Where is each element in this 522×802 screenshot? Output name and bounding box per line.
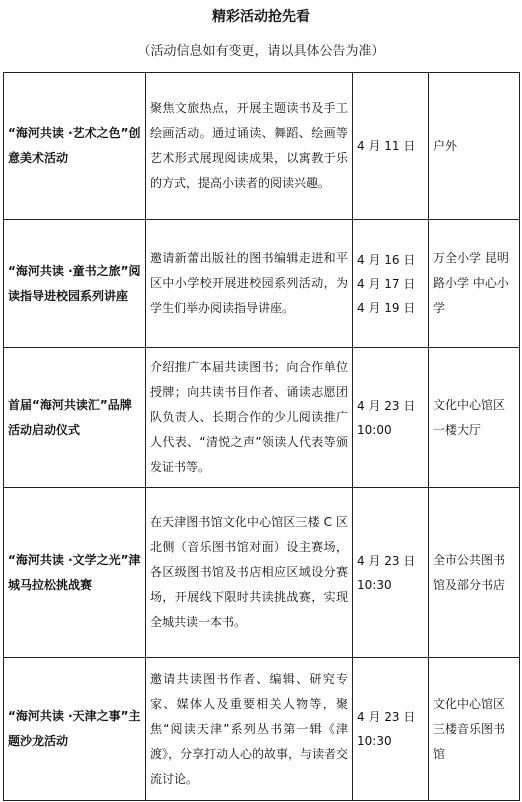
event-date: 4 月 23 日 10:30 (353, 658, 429, 801)
table-row (4, 220, 520, 348)
event-description: 聚焦文旅热点，开展主题读书及手工绘画活动。通过诵读、舞蹈、绘画等艺术形式展现阅读成果，以寓教于乐的方式，提高小读者的阅读兴趣。 (146, 73, 353, 220)
event-name: 首届“海河共读汇”品牌活动启动仪式 (4, 348, 146, 488)
table-row (4, 658, 520, 801)
event-name: “海河共读 ·文学之光”津城马拉松挑战赛 (4, 488, 146, 658)
table-row (4, 348, 520, 488)
page-title: 精彩活动抢先看 (212, 9, 310, 25)
event-name: “海河共读 ·天津之事”主题沙龙活动 (4, 658, 146, 801)
event-description: 介绍推广本届共读图书；向合作单位授牌；向共读书目作者、诵读志愿团队负责人、长期合作的少儿阅读推广人代表、“清悦之声”领读人代表等颁发证书等。 (146, 348, 353, 488)
event-description: 邀请共读图书作者、编辑、研究专家、媒体人及重要相关人物等，聚焦“阅读天津”系列丛书第一辑《津渡》，分享打动人心的故事，与读者交流讨论。 (146, 658, 353, 801)
event-venue: 户外 (429, 73, 520, 220)
event-date: 4 月 16 日 4 月 17 日 4 月 19 日 (353, 220, 429, 348)
event-name: “海河共读 ·艺术之色”创意美术活动 (4, 73, 146, 220)
events-table (3, 72, 520, 801)
event-date: 4 月 23 日 10:00 (353, 348, 429, 488)
event-venue: 万全小学 昆明路小学 中心小学 (429, 220, 520, 348)
event-description: 邀请新蕾出版社的图书编辑走进和平区中小学校开展进校园系列活动，为学生们举办阅读指导讲座。 (146, 220, 353, 348)
event-venue: 全市公共图书馆及部分书店 (429, 488, 520, 658)
event-date: 4 月 23 日 10:30 (353, 488, 429, 658)
event-venue: 文化中心馆区三楼音乐图书馆 (429, 658, 520, 801)
table-row (4, 488, 520, 658)
table-row (4, 73, 520, 220)
event-date: 4 月 11 日 (353, 73, 429, 220)
page-subtitle: （活动信息如有变更，请以具体公告为准） (137, 44, 385, 59)
event-description: 在天津图书馆文化中心馆区三楼 C 区北侧（音乐图书馆对面）设主赛场，各区级图书馆及书店相应区域设分赛场，开展线下限时共读挑战赛，实现全城共读一本书。 (146, 488, 353, 658)
event-venue: 文化中心馆区一楼大厅 (429, 348, 520, 488)
event-name: “海河共读 ·童书之旅”阅读指导进校园系列讲座 (4, 220, 146, 348)
